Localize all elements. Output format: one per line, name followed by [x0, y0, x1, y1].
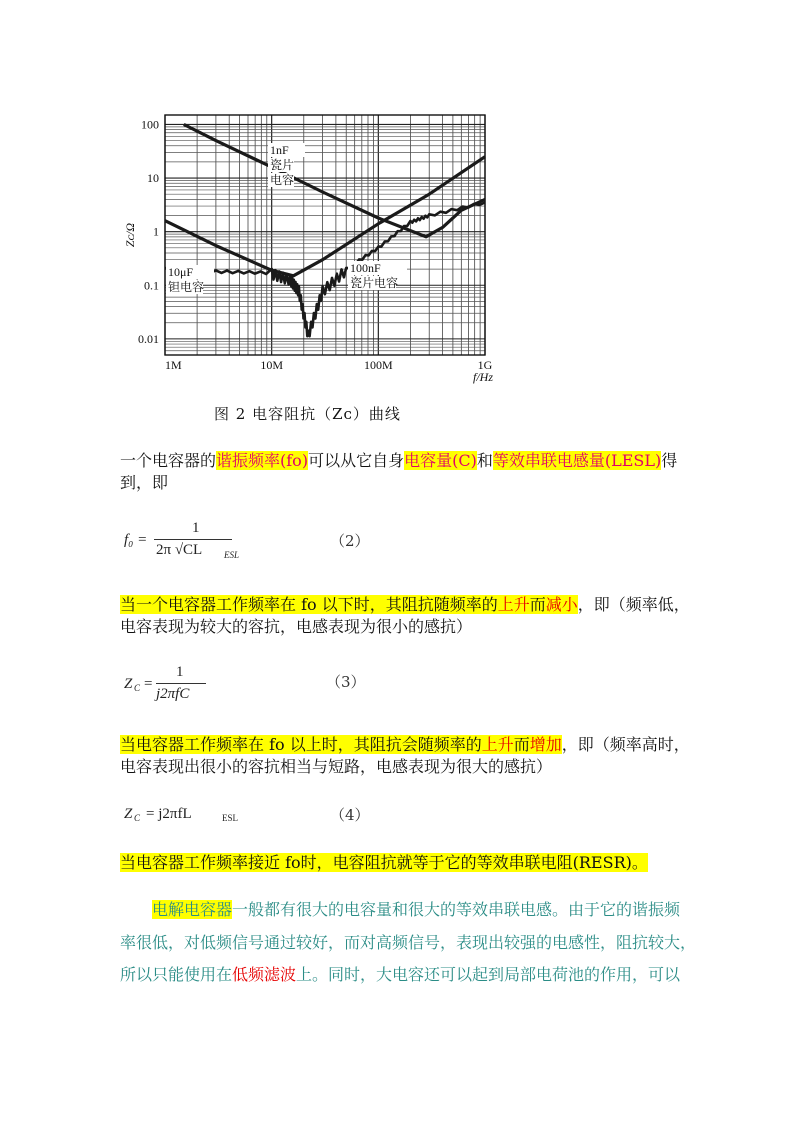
formula-subscript: C	[134, 683, 141, 693]
formula-subscript: ESL	[224, 550, 240, 560]
highlight-near-fo: 当电容器工作频率接近 fo时，电容阻抗就等于它的等效串联电阻(RESR)。	[120, 853, 648, 872]
paragraph-below-fo-line2: 电容表现为较大的容抗，电感表现为很小的感抗）	[120, 617, 473, 636]
y-tick-label: 10	[147, 171, 159, 186]
formula-3	[124, 664, 234, 704]
x-tick-label: 10M	[260, 358, 284, 372]
text: ，即（频率高时，	[561, 735, 690, 754]
formula-lhs: f₀ =	[124, 532, 148, 548]
text: 所以只能使用在	[120, 965, 233, 984]
annotation-label: 电容	[270, 173, 295, 187]
fraction-bar	[154, 539, 232, 540]
plot-frame	[165, 115, 485, 355]
text: 一个电容器的	[120, 451, 217, 470]
highlight-electrolytic: 电解电容器	[152, 900, 233, 919]
x-tick-label: 1M	[165, 358, 182, 372]
y-tick-label: 1	[153, 224, 159, 239]
equation-number-4: （4）	[330, 806, 370, 824]
paragraph-resonance-line2: 到，即	[120, 473, 169, 492]
chart-grid	[165, 115, 485, 355]
text: ，即（频率低，	[577, 595, 690, 614]
highlight-above-fo: 当电容器工作频率在 fo 以上时，其阻抗会随频率的上升而增加	[120, 735, 562, 754]
highlight-below-fo: 当一个电容器工作频率在 fo 以下时，其阻抗随频率的上升而减小	[120, 595, 578, 614]
formula-4	[124, 806, 254, 830]
formula-subscript: C	[134, 813, 141, 823]
text: 上。同时，大电容还可以起到局部电荷池的作用，可以	[296, 965, 681, 984]
annotation-label: 瓷片电容	[350, 276, 399, 290]
fraction-bar	[156, 683, 206, 684]
equation-number-2: （2）	[330, 532, 370, 550]
formula-equals: =	[144, 676, 153, 692]
text: 一般都有很大的电容量和很大的等效串联电感。由于它的谐振频	[232, 900, 681, 919]
equation-number-3: （3）	[326, 673, 366, 691]
chart-axes	[165, 115, 485, 355]
annotation-label: 100nF	[350, 261, 381, 275]
text: 可以从它自身	[308, 451, 405, 470]
x-tick-label: 1G	[477, 358, 493, 372]
formula-rhs-subscript: ESL	[222, 813, 239, 823]
text: 得	[661, 451, 678, 470]
formula-rhs: = j2πfL	[146, 806, 192, 822]
formula-denominator: j2πfC	[156, 686, 190, 702]
paragraph-near-fo	[120, 852, 648, 874]
annotation-label: 钽电容	[168, 280, 205, 294]
formula-denominator: 2π √CL	[156, 542, 203, 558]
formula-lhs: Z	[124, 806, 133, 822]
paragraph-above-fo	[120, 734, 690, 756]
y-tick-label: 0.01	[138, 331, 159, 346]
paragraph-below-fo	[120, 594, 690, 616]
annotation-label: 10μF	[168, 265, 194, 279]
paragraph-above-fo-line2: 电容表现出很小的容抗相当与短路，电感表现为很大的感抗）	[120, 757, 553, 776]
y-axis-label: Zᴄ/Ω	[123, 222, 137, 248]
paragraph-resonance	[120, 450, 677, 472]
y-tick-label: 0.1	[144, 278, 159, 293]
annotation-label: 1nF	[270, 143, 289, 157]
paragraph-electrolytic	[152, 899, 680, 921]
x-axis-label: f/Hz	[473, 370, 494, 384]
text: 和	[476, 451, 493, 470]
formula-lhs: Z	[124, 676, 133, 692]
highlight-resonance-freq: 谐振频率(fo)	[216, 451, 309, 470]
paragraph-electrolytic-line3	[120, 964, 680, 986]
x-tick-label: 100M	[363, 358, 393, 372]
paragraph-electrolytic-line2: 率很低，对低频信号通过较好，而对高频信号，表现出较强的电感性，阻抗较大，	[120, 933, 697, 952]
impedance-chart	[120, 100, 510, 430]
y-tick-label: 100	[141, 117, 159, 132]
highlight-esl: 等效串联电感量(LESL)	[492, 451, 662, 470]
formula-numerator: 1	[176, 664, 184, 680]
chart-caption: 图 2 电容阻抗（Zᴄ）曲线	[214, 405, 401, 423]
formula-numerator: 1	[192, 520, 200, 536]
highlight-capacitance: 电容量(C)	[404, 451, 477, 470]
lowpass-text: 低频滤波	[232, 965, 297, 984]
annotation-label: 瓷片	[270, 158, 295, 172]
formula-2	[124, 520, 274, 564]
series-line	[165, 157, 485, 276]
chart-series	[165, 124, 485, 336]
